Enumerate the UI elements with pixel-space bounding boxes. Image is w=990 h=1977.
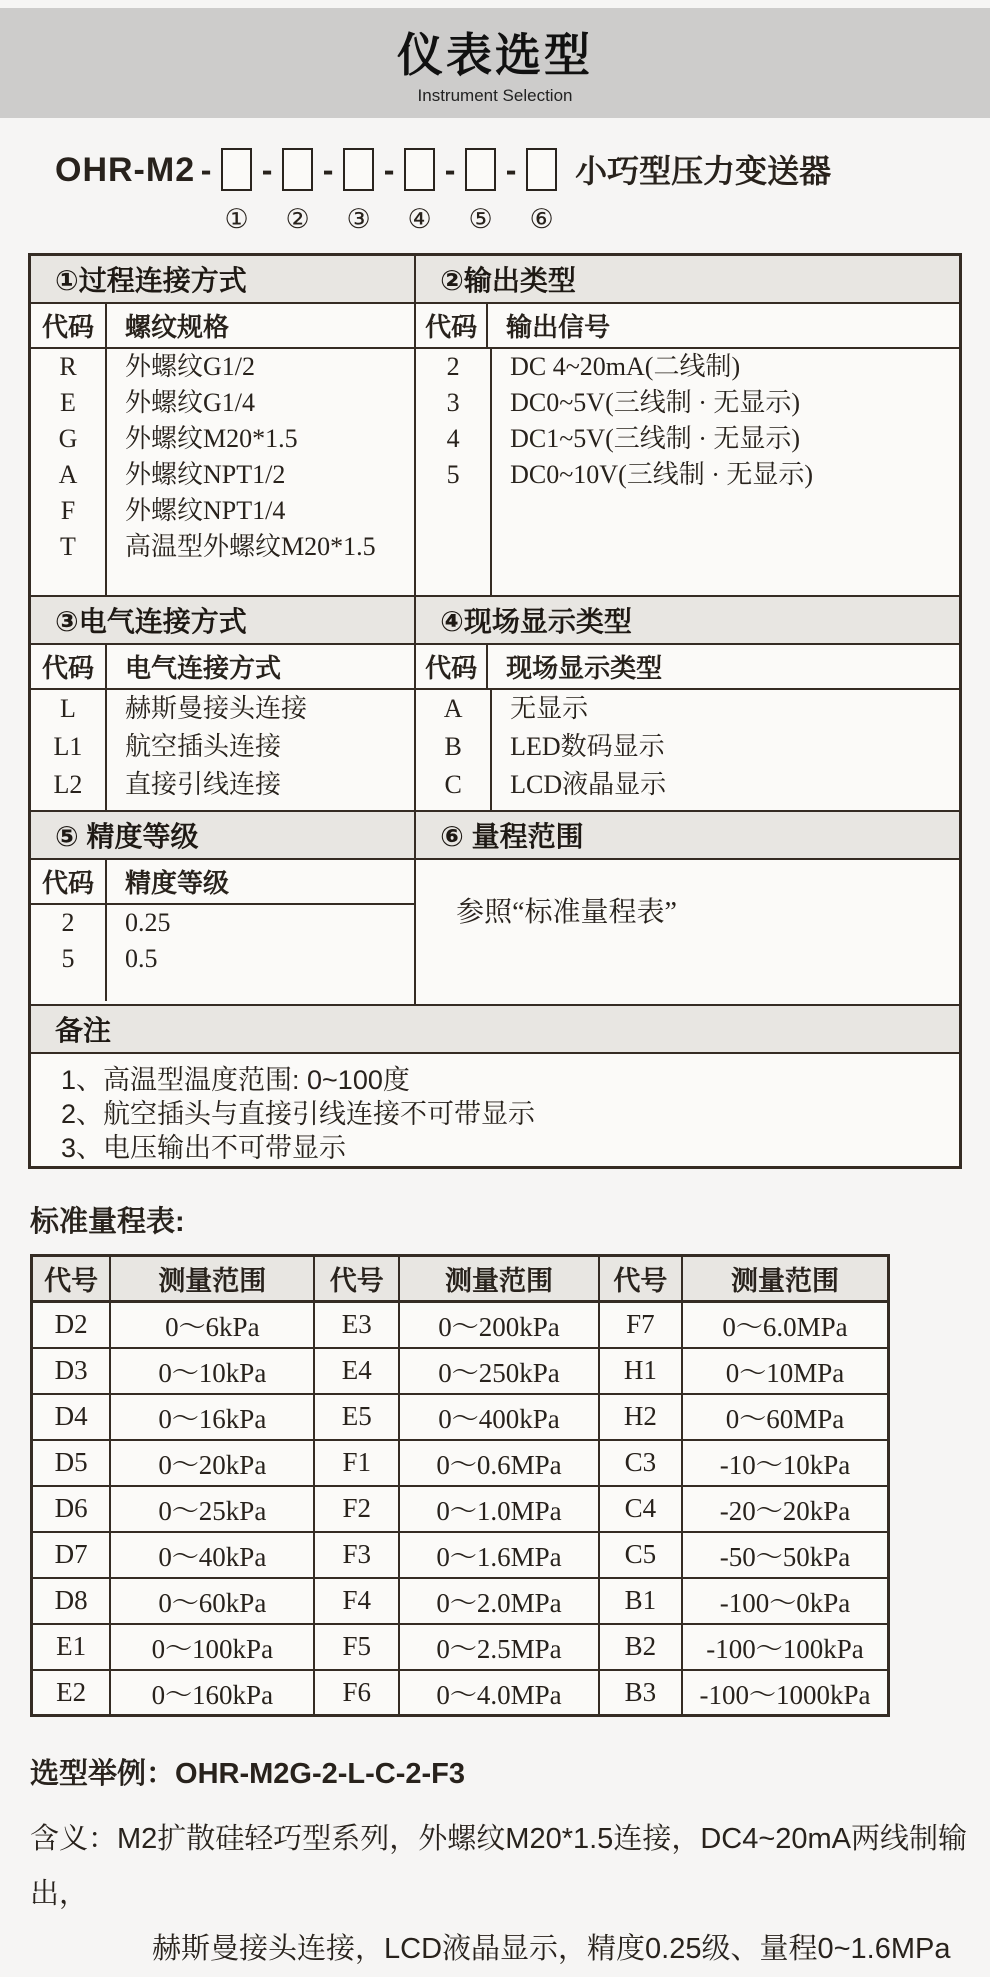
model-code-segment (317, 148, 378, 235)
code-cell: F (60, 496, 76, 525)
code-cell: G (58, 424, 78, 453)
code-cell: L1 (53, 732, 83, 761)
label-cell: LED数码显示 (510, 732, 665, 761)
code-cell: T (60, 532, 76, 561)
range-value-cell: 0～60kPa (110, 1578, 314, 1624)
label-cell: 外螺纹M20*1.5 (125, 424, 298, 453)
model-suffix: 小巧型压力变送器 (575, 153, 832, 189)
range-header-cell: 测量范围 (682, 1256, 889, 1302)
range-value-cell: 0～10kPa (110, 1348, 314, 1394)
standard-range-table (30, 1254, 890, 1717)
range-value-cell: -100～100kPa (682, 1624, 889, 1670)
section1-labels (107, 349, 414, 595)
range-code-cell: D6 (32, 1486, 111, 1532)
range-value-cell: -100～0kPa (682, 1578, 889, 1624)
range-code-cell: D8 (32, 1578, 111, 1624)
code-cell: 5 (446, 460, 460, 489)
section-process-connection (31, 256, 416, 595)
label-cell: 赫斯曼接头连接 (125, 694, 308, 723)
range-code-cell: D7 (32, 1532, 111, 1578)
example-label: 选型举例： (30, 1758, 176, 1790)
range-table-row (32, 1394, 889, 1440)
meaning-line2: 赫斯曼接头连接，LCD液晶显示，精度0.25级、量程0~1.6MPa (152, 1933, 951, 1965)
remark-line: 1、高温型温度范围: 0~100度 (61, 1065, 410, 1095)
label-cell: 外螺纹NPT1/2 (125, 460, 286, 489)
range-code-cell: C3 (599, 1440, 682, 1486)
label-cell: DC1~5V(三线制 · 无显示) (510, 424, 801, 453)
page-header-banner (0, 8, 990, 118)
range-value-cell: -10～10kPa (682, 1440, 889, 1486)
range-reference-note: 参照“标准量程表” (456, 897, 677, 928)
range-value-cell: 0～16kPa (110, 1394, 314, 1440)
label-cell: 外螺纹G1/2 (125, 352, 256, 381)
label-cell: 外螺纹NPT1/4 (125, 496, 286, 525)
range-code-cell: B1 (599, 1578, 682, 1624)
section-display-type (416, 597, 959, 810)
range-value-cell: 0～250kPa (399, 1348, 599, 1394)
code-cell: 3 (446, 388, 460, 417)
section3-codes (31, 690, 107, 810)
range-code-cell: E3 (314, 1302, 399, 1348)
section-electrical-connection (31, 597, 416, 810)
position-number: ⑤ (468, 204, 493, 234)
range-value-cell: -50～50kPa (682, 1532, 889, 1578)
range-value-cell: 0～1.0MPa (399, 1486, 599, 1532)
model-code-segment (439, 148, 500, 235)
remarks-list (31, 1054, 959, 1166)
section-accuracy-class (31, 812, 416, 1004)
code-cell: A (58, 460, 78, 489)
example-value: OHR-M2G-2-L-C-2-F3 (175, 1758, 466, 1790)
band-electrical-display (31, 595, 959, 810)
selection-table (28, 253, 962, 1169)
range-table-row (32, 1302, 889, 1348)
model-code-segment (500, 148, 561, 235)
value-header: 输出信号 (506, 313, 611, 342)
section5-title: ⑤ 精度等级 (31, 812, 414, 860)
range-value-cell: 0～2.5MPa (399, 1624, 599, 1670)
code-cell: 5 (61, 944, 75, 973)
position-number: ① (224, 204, 249, 234)
value-header: 精度等级 (125, 869, 230, 898)
range-code-cell: B3 (599, 1670, 682, 1716)
range-code-cell: E1 (32, 1624, 111, 1670)
section4-labels (492, 690, 959, 810)
dash-separator: - (261, 152, 273, 188)
meaning-line1: 含义：M2扩散硅轻巧型系列，外螺纹M20*1.5连接，DC4~20mA两线制输出， (30, 1823, 968, 1910)
section3-labels (107, 690, 414, 810)
position-number: ③ (346, 204, 371, 234)
range-value-cell: 0～10MPa (682, 1348, 889, 1394)
code-cell: E (60, 388, 76, 417)
label-cell: DC0~10V(三线制 · 无显示) (510, 460, 814, 489)
range-table-row (32, 1486, 889, 1532)
section2-codes (416, 349, 492, 595)
range-value-cell: 0～20kPa (110, 1440, 314, 1486)
code-cell: A (443, 694, 463, 723)
range-code-cell: F5 (314, 1624, 399, 1670)
value-header: 电气连接方式 (125, 654, 282, 683)
model-code-box (343, 148, 374, 191)
remark-line: 2、航空插头与直接引线连接不可带显示 (61, 1099, 536, 1129)
range-value-cell: 0～160kPa (110, 1670, 314, 1716)
range-code-cell: H1 (599, 1348, 682, 1394)
section1-codes (31, 349, 107, 595)
section4-title: ④现场显示类型 (416, 597, 959, 645)
model-code-segment (195, 148, 256, 235)
label-cell: 0.5 (125, 944, 158, 973)
range-table-caption: 标准量程表: (30, 1206, 185, 1238)
code-cell: 2 (61, 908, 75, 937)
range-code-cell: D4 (32, 1394, 111, 1440)
label-cell: 无显示 (510, 694, 589, 723)
model-code-segment (378, 148, 439, 235)
range-value-cell: 0～2.0MPa (399, 1578, 599, 1624)
section4-codes (416, 690, 492, 810)
value-header: 现场显示类型 (506, 654, 663, 683)
range-value-cell: 0～6kPa (110, 1302, 314, 1348)
meaning-label: 含义： (30, 1823, 118, 1855)
section2-title: ②输出类型 (416, 256, 959, 304)
range-code-cell: D3 (32, 1348, 111, 1394)
value-header: 螺纹规格 (125, 313, 230, 342)
selection-example (30, 1751, 990, 1792)
range-value-cell: 0～40kPa (110, 1532, 314, 1578)
range-code-cell: C5 (599, 1532, 682, 1578)
page-title: 仪表选型 (397, 29, 593, 81)
model-code-box (465, 148, 496, 191)
example-meaning (30, 1812, 990, 1977)
range-code-cell: H2 (599, 1394, 682, 1440)
band-accuracy-range (31, 810, 959, 1004)
range-value-cell: 0～4.0MPa (399, 1670, 599, 1716)
section-measuring-range (416, 812, 959, 1004)
code-header: 代码 (31, 645, 107, 688)
model-code-box (282, 148, 313, 191)
code-header: 代码 (416, 304, 488, 347)
dash-separator: - (505, 152, 517, 188)
range-table-row (32, 1348, 889, 1394)
dash-separator: - (200, 152, 212, 188)
section-remarks (31, 1006, 959, 1166)
remarks-title: 备注 (31, 1006, 959, 1054)
section6-title: ⑥ 量程范围 (416, 812, 959, 860)
dash-separator: - (322, 152, 334, 188)
range-table-row (32, 1670, 889, 1716)
label-cell: DC0~5V(三线制 · 无显示) (510, 388, 801, 417)
range-table-row (32, 1440, 889, 1486)
range-header-cell: 代号 (599, 1256, 682, 1302)
code-header: 代码 (31, 304, 107, 347)
code-cell: B (444, 732, 462, 761)
range-code-cell: D5 (32, 1440, 111, 1486)
range-code-cell: F2 (314, 1486, 399, 1532)
range-code-cell: B2 (599, 1624, 682, 1670)
range-value-cell: 0～6.0MPa (682, 1302, 889, 1348)
range-header-cell: 测量范围 (399, 1256, 599, 1302)
section5-labels (107, 905, 414, 1001)
range-code-cell: D2 (32, 1302, 111, 1348)
range-code-cell: E2 (32, 1670, 111, 1716)
label-cell: 高温型外螺纹M20*1.5 (125, 532, 376, 561)
dash-separator: - (444, 152, 456, 188)
section1-title: ①过程连接方式 (31, 256, 414, 304)
code-cell: 4 (446, 424, 460, 453)
section3-title: ③电气连接方式 (31, 597, 414, 645)
section-output-type (416, 256, 959, 595)
position-number: ⑥ (529, 204, 554, 234)
model-code-box (404, 148, 435, 191)
range-code-cell: F3 (314, 1532, 399, 1578)
code-cell: L (60, 694, 76, 723)
position-number: ④ (407, 204, 432, 234)
range-code-cell: F4 (314, 1578, 399, 1624)
range-code-cell: F6 (314, 1670, 399, 1716)
range-value-cell: 0～100kPa (110, 1624, 314, 1670)
position-number: ② (285, 204, 310, 234)
model-code-segment (256, 148, 317, 235)
code-cell: R (59, 352, 77, 381)
section2-labels (492, 349, 959, 595)
range-header-cell: 代号 (314, 1256, 399, 1302)
label-cell: LCD液晶显示 (510, 770, 667, 799)
band-process-output (31, 256, 959, 595)
model-prefix: OHR-M2 (55, 151, 196, 189)
range-table-header-row (32, 1256, 889, 1302)
range-code-cell: C4 (599, 1486, 682, 1532)
range-table-row (32, 1532, 889, 1578)
code-cell: 2 (446, 352, 460, 381)
range-header-cell: 测量范围 (110, 1256, 314, 1302)
page-subtitle: Instrument Selection (417, 86, 573, 105)
code-header: 代码 (416, 645, 488, 688)
remark-line: 3、电压输出不可带显示 (61, 1133, 347, 1163)
range-code-cell: F1 (314, 1440, 399, 1486)
model-code-box (221, 148, 252, 191)
code-cell: C (444, 770, 462, 799)
range-value-cell: 0～400kPa (399, 1394, 599, 1440)
range-code-cell: E5 (314, 1394, 399, 1440)
range-header-cell: 代号 (32, 1256, 111, 1302)
range-table-body (32, 1302, 889, 1716)
label-cell: 0.25 (125, 908, 171, 937)
range-value-cell: 0～0.6MPa (399, 1440, 599, 1486)
range-value-cell: 0～60MPa (682, 1394, 889, 1440)
section5-codes (31, 905, 107, 1001)
range-value-cell: 0～25kPa (110, 1486, 314, 1532)
code-header: 代码 (31, 860, 107, 903)
range-value-cell: 0～200kPa (399, 1302, 599, 1348)
range-value-cell: 0～1.6MPa (399, 1532, 599, 1578)
range-code-cell: F7 (599, 1302, 682, 1348)
label-cell: DC 4~20mA(二线制) (510, 352, 741, 381)
label-cell: 航空插头连接 (125, 732, 282, 761)
range-table-row (32, 1578, 889, 1624)
dash-separator: - (383, 152, 395, 188)
model-code-boxes (195, 148, 561, 235)
range-value-cell: -20～20kPa (682, 1486, 889, 1532)
range-code-cell: E4 (314, 1348, 399, 1394)
model-code-diagram (55, 148, 990, 235)
band-remarks (31, 1004, 959, 1166)
code-cell: L2 (53, 770, 83, 799)
range-table-row (32, 1624, 889, 1670)
range-value-cell: -100～1000kPa (682, 1670, 889, 1716)
model-code-box (526, 148, 557, 191)
label-cell: 外螺纹G1/4 (125, 388, 256, 417)
label-cell: 直接引线连接 (125, 770, 282, 799)
